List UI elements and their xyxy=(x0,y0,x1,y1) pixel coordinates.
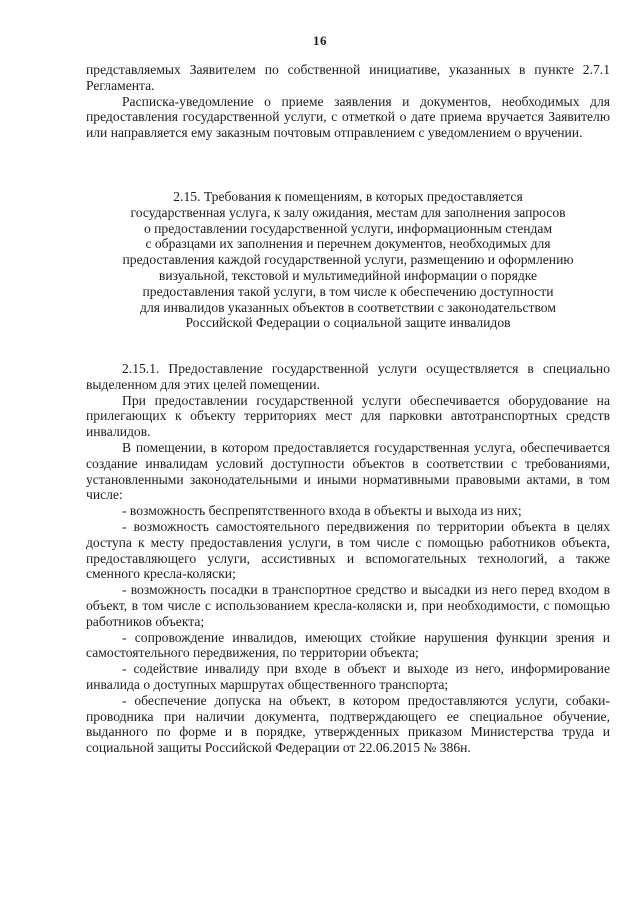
heading-line: государственная услуга, к залу ожидания, местам для заполнения запросов xyxy=(130,204,566,220)
page-number: 16 xyxy=(313,33,327,48)
heading-line: о предоставлении государственной услуги, информационным стендам xyxy=(143,220,553,236)
body-paragraph: 2.15.1. Предоставление государственной услуги осуществляется в специально выделенном для этих целей помещении. xyxy=(86,361,610,392)
intro-block xyxy=(86,62,610,141)
heading-line: для инвалидов указанных объектов в соответствии с законодательством xyxy=(140,299,556,315)
list-item: - сопровождение инвалидов, имеющих стойкие нарушения функции зрения и самостоятельного передвижения, по территории объекта; xyxy=(86,629,610,661)
body-paragraph: В помещении, в котором предоставляется государственная услуга, обеспечивается создание инвалидам условий доступности объектов в соответствии с требованиями, установленными законодательными и иными нормативными правовыми актами, в том числе: xyxy=(86,439,610,503)
heading-line: с образцами их заполнения и перечнем документов, необходимых для xyxy=(145,236,551,252)
list-item: - содействие инвалиду при входе в объект и выходе из него, информирование инвалида о доступных маршрутах общественного транспорта; xyxy=(86,661,610,692)
intro-paragraph: Расписка-уведомление о приеме заявления и документов, необходимых для предоставления государственной услуги, с отметкой о дате приема вручается Заявителю или направляется ему заказным почтовым отправлением с уведомлением о вручении. xyxy=(86,93,610,141)
list-item: - обеспечение допуска на объект, в котором предоставляются услуги, собаки-проводника при наличии документа, подтверждающего ее специальное обучение, выданного по форме и в порядке, утвержденных приказом Министерства труда и социальной защиты Российской Федерации от 22.06.2015 № 386н. xyxy=(86,692,610,756)
heading-line: предоставления такой услуги, в том числе к обеспечению доступности xyxy=(142,283,554,299)
list-item: - возможность посадки в транспортное средство и высадки из него перед входом в объект, в том числе с использованием кресла-коляски и, при необходимости, с помощью работников объекта; xyxy=(86,582,610,629)
heading-line: визуальной, текстовой и мультимедийной информации о порядке xyxy=(158,267,538,283)
intro-paragraph: представляемых Заявителем по собственной инициативе, указанных в пункте 2.7.1 Регламента. xyxy=(86,62,610,93)
heading-line: предоставления каждой государственной услуги, размещению и оформлению xyxy=(122,252,574,268)
list-item: - возможность беспрепятственного входа в объекты и выхода из них; xyxy=(122,503,522,519)
list-item: - возможность самостоятельного передвижения по территории объекта в целях доступа к месту предоставления услуги, в том числе с помощью работников объекта, предоставляющего услуги, ассистивных и вспомогательных технологий, а также сменного кресла-коляски; xyxy=(86,518,610,582)
section-heading xyxy=(86,189,610,331)
main-block xyxy=(86,361,610,756)
heading-line: Российской Федерации о социальной защите инвалидов xyxy=(185,315,511,331)
heading-line: 2.15. Требования к помещениям, в которых предоставляется xyxy=(173,189,523,204)
body-paragraph: При предоставлении государственной услуги обеспечивается оборудование на прилегающих к объекту территориях мест для парковки автотранспортных средств инвалидов. xyxy=(86,392,610,440)
